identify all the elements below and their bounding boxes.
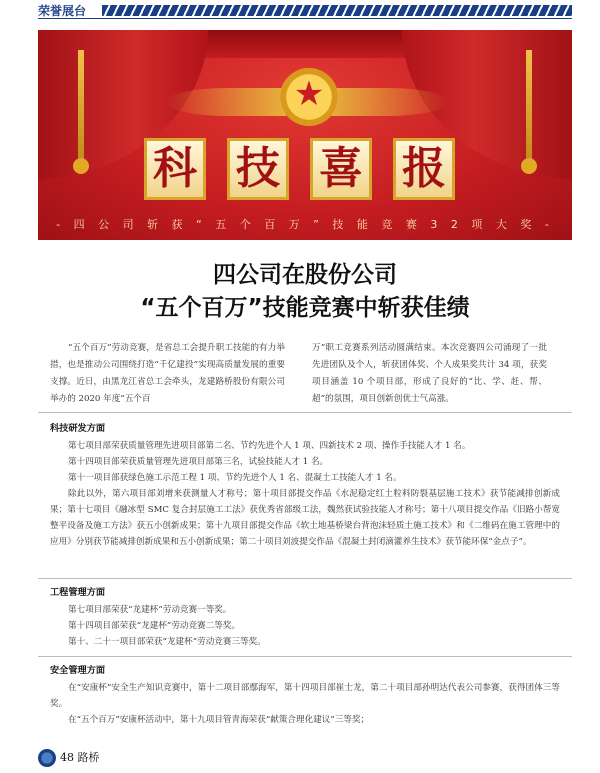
left-tassel [78, 50, 84, 160]
section-paragraph: 第十四项目部荣获“龙建杯”劳动竞赛二等奖。 [68, 621, 241, 631]
section-paragraph: 第十、二十一项目部荣获“龙建杯”劳动竞赛三等奖。 [68, 637, 266, 647]
section-paragraph: 在“五个百万”安康杯活动中，第十九项目管青海荣获“献策合理化建议”三等奖； [68, 715, 370, 725]
section-title: 安全管理方面 [50, 665, 106, 676]
emblem-left-ribbon [166, 88, 286, 116]
publication-name: 路桥 [77, 751, 100, 764]
section-safety [50, 662, 560, 728]
banner-subline: - 四 公 司 斩 获 “ 五 个 百 万 ” 技 能 竞 赛 3 2 项 大 奖 - [56, 218, 554, 231]
section-engineering [50, 584, 560, 650]
page-number: 48 [60, 751, 74, 764]
intro-column-2: 万”职工竞赛系列活动圆满结束。本次竞赛四公司涌现了一批先进团队及个人，斩获团体奖、个人成果奖共计 34 项，获奖项目涵盖 10 个项目部，形成了良好的“比、学、赶、帮、超”的氛围，项目创新创优士气高涨。 [312, 343, 547, 404]
section-paragraph: 除此以外，第六项目部刘增来获测量人才称号；第十项目部提交作品《水泥稳定红土粒料防裂基层施工技术》获节能减排创新成果；第十七项目《融冰型 SMC 复合封层施工工法》获优秀省部级工法，魏然获试验技能人才称号；第十八项目提交作品《旧路小帮宽整平设备及施工方法》获五小创新成果；第十九项目部提交作品《软土地基桥梁台背泡沫轻质土施工技术》和《二维码在施工管理中的应用》分别获节能减排创新成果和五小创新成果；第二十项目刘波提交作品《混凝土封闭滴灌养生技术》获节能环保“金点子”。 [50, 489, 560, 547]
company-logo-icon [38, 749, 56, 767]
section-divider [38, 656, 572, 657]
section-paragraph: 第七项目部荣获质量管理先进项目部第二名、节约先进个人 1 项、四新技术 2 项、操作手技能人才 1 名。 [68, 441, 471, 451]
intro-column-1: “五个百万”劳动竞赛，是省总工会提升职工技能的有力举措，也是推动公司围绕打造“千亿建投”实现高质量发展的重要支撑。近日，由黑龙江省总工会牵头，龙建路桥股份有限公司举办的 2020 年度“五个百 [50, 343, 285, 404]
section-paragraph: 在“安康杯”安全生产知识竞赛中，第十二项目部鄢海军，第十四项目部崔士龙，第二十项目部孙明达代表公司参赛，获得团体三等奖。 [50, 683, 560, 709]
award-banner [38, 30, 572, 240]
section-paragraph: 第十一项目部获绿色施工示范工程 1 项、节约先进个人 1 名、混凝土工技能人才 1 名。 [68, 473, 402, 483]
banner-title-char: 报 [393, 138, 455, 200]
section-divider [38, 412, 572, 413]
banner-title-char: 科 [144, 138, 206, 200]
banner-title-char: 技 [227, 138, 289, 200]
emblem-right-ribbon [328, 88, 448, 116]
right-tassel [526, 50, 532, 160]
header-rule [38, 18, 572, 19]
article-title-line-1: 四公司在股份公司 [213, 262, 397, 288]
section-title: 工程管理方面 [50, 587, 106, 598]
section-label: 荣誉展台 [38, 4, 87, 18]
star-emblem-icon: ★ [280, 68, 338, 126]
page-footer-text [60, 749, 100, 765]
header-stripes [102, 5, 572, 16]
article-title-line-2: “五个百万”技能竞赛中斩获佳绩 [140, 295, 470, 321]
banner-title-char: 喜 [310, 138, 372, 200]
section-title: 科技研发方面 [50, 423, 106, 434]
section-tech-rd [50, 420, 560, 550]
section-paragraph: 第七项目部荣获“龙建杯”劳动竞赛一等奖。 [68, 605, 232, 615]
section-header [0, 0, 600, 20]
section-paragraph: 第十四项目部荣获质量管理先进项目部第三名，试验技能人才 1 名。 [68, 457, 329, 467]
section-divider [38, 578, 572, 579]
